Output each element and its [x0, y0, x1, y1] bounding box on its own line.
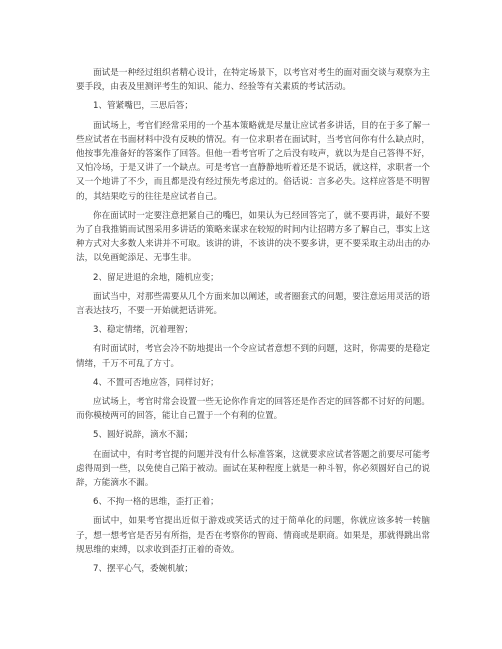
paragraph-5: 在面试中，有时考官提的问题并没有什么标准答案，这就要求应试者答题之前要尽可能考虑得周到一些，以免使自己陷于被动。面试在某种程度上就是一种斗智，你必须圆好自己的说辞，方能滴水不漏。 — [76, 449, 430, 489]
paragraph-3: 有时面试时，考官会冷不防地提出一个令应试者意想不到的问题，这时，你需要的是稳定情绪，千万不可乱了方寸。 — [76, 344, 430, 369]
section-heading-4: 4、不置可否地应答，同样讨好； — [93, 377, 219, 388]
section-heading-7: 7、摆平心气，委婉机敏； — [93, 564, 193, 575]
paragraph-6: 面试中，如果考官提出近似于游戏或笑话式的过于简单化的问题，你就应该多转一转脑子，想一想考官是否另有所指，是否在考察你的智商、情商或是职商。如果是，那就得跳出常规思维的束缚，以求收到歪打正着的奇效。 — [76, 516, 430, 555]
section-heading-2: 2、留足进退的余地，随机应变； — [93, 272, 219, 283]
paragraph-1b: 你在面试时一定要注意把紧自己的嘴巴，如果认为已经回答完了，就不要再讲，最好不要为了自我推销而试图采用多讲话的策略来谋求在较短的时间内让招聘方多了解自己，事实上这种方式对大多数人来讲并不可取。该讲的讲，不该讲的决不要多讲，更不要采取主动出击的办法，以免画蛇添足、无事生非。 — [76, 210, 430, 264]
paragraph-2: 面试当中，对那些需要从几个方面来加以阐述，或者圈套式的问题，要注意运用灵活的语言表达技巧，不要一开始就把话讲死。 — [76, 291, 430, 317]
paragraph-1a: 面试场上，考官们经常采用的一个基本策略就是尽量让应试者多讲话，目的在于多了解一些应试者在书面材料中没有反映的情况。有一位求职者在面试时，当考官问你有什么缺点时，他按事先准备好的答案作了回答。但他一看考官听了之后没有吱声，就以为是自己答得不好，又怕冷场，于是又讲了一个缺点。可是考官一直静静地听着还是不说话，就这样，求职者一个又一个地讲了不少，而且都是没有经过预先考虑过的。俗话说：言多必失。这样应答是不明智的，其结果吃亏的往往是应试者自己。 — [76, 120, 430, 202]
section-heading-6: 6、不拘一格的思维，歪打正着； — [93, 497, 219, 508]
section-heading-5: 5、圆好说辞，滴水不漏； — [93, 430, 193, 441]
section-heading-3: 3、稳定情绪，沉着理智； — [93, 325, 193, 336]
paragraph-4: 应试场上，考官时常会设置一些无论你作肯定的回答还是作否定的回答都不讨好的问题。而你模棱两可的回答，能让自己置于一个有利的位置。 — [76, 397, 430, 422]
paragraph-intro: 面试是一种经过组织者精心设计，在特定场景下，以考官对考生的面对面交谈与观察为主要手段，由表及里测评考生的知识、能力、经验等有关素质的考试活动。 — [76, 68, 430, 93]
section-heading-1: 1、管紧嘴巴，三思后答； — [93, 101, 193, 112]
document-body — [76, 66, 430, 581]
